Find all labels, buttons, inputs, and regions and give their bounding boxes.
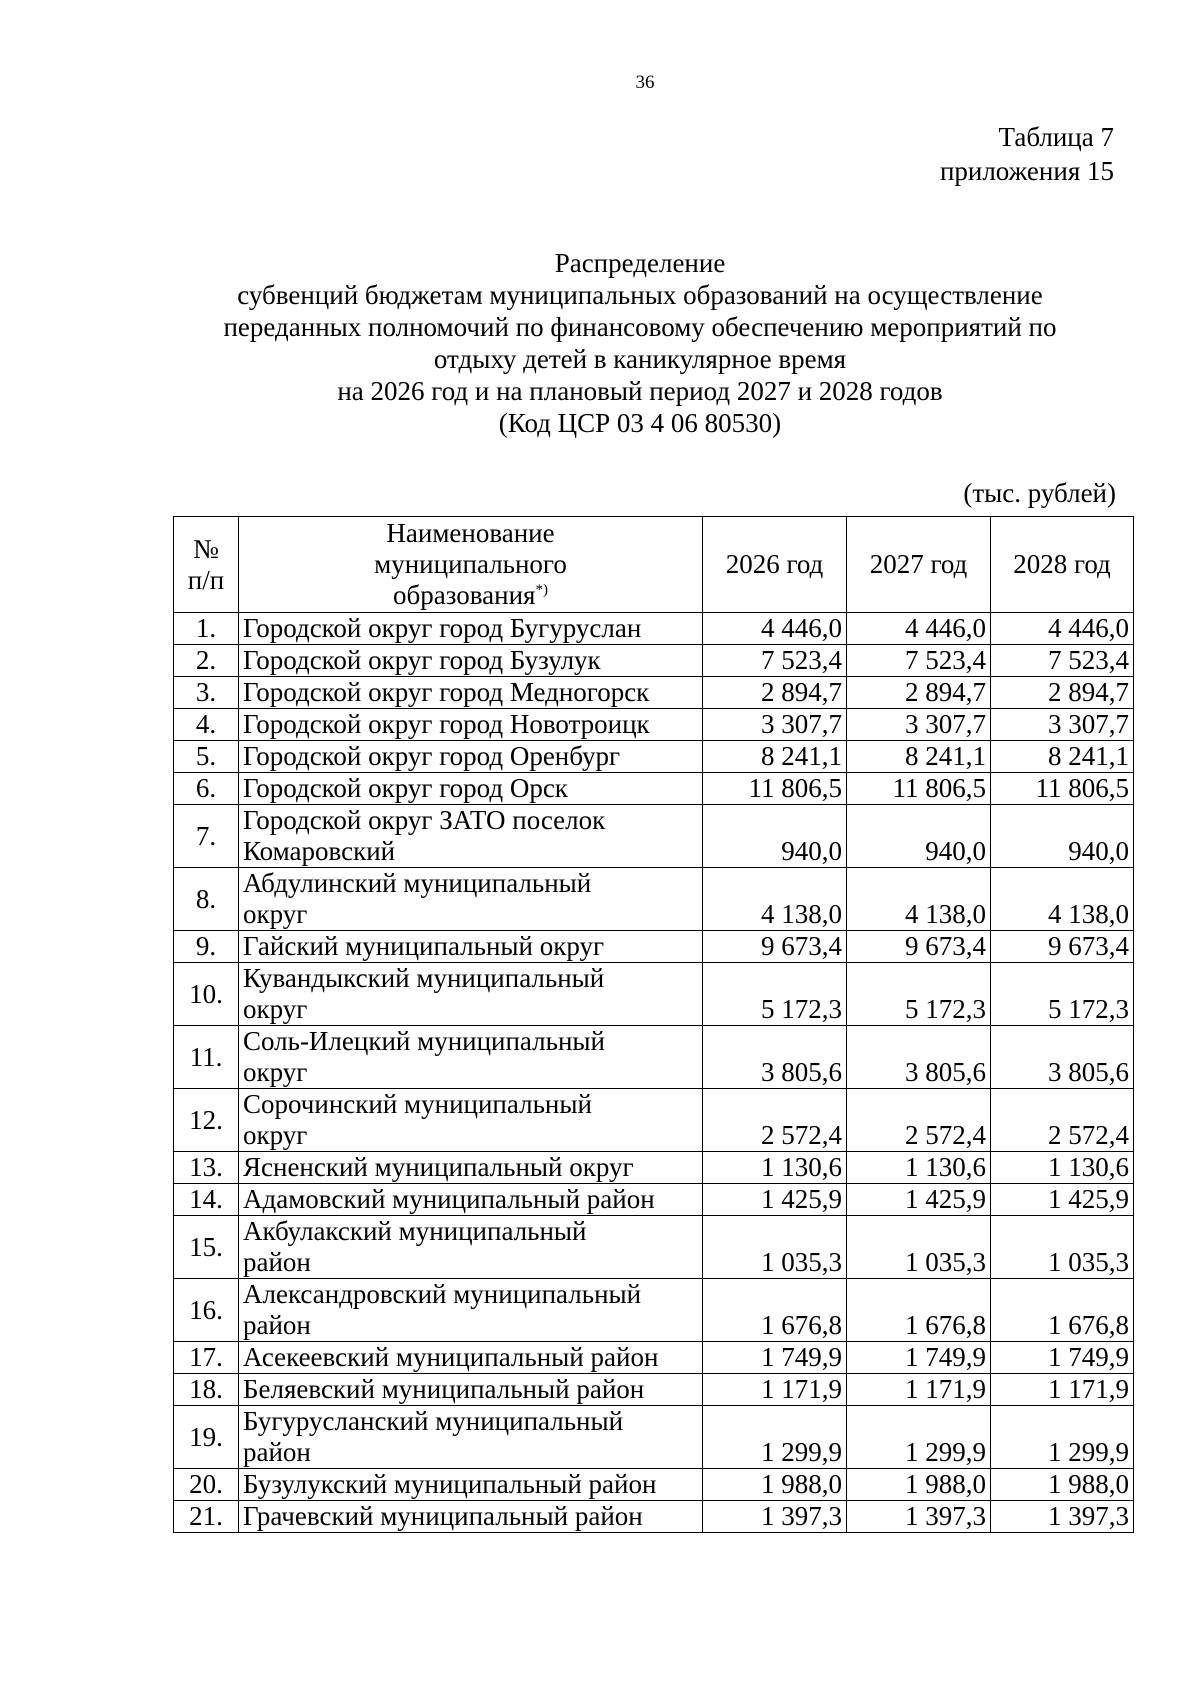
table-row — [174, 1216, 1134, 1279]
row-number: 15. — [174, 1216, 239, 1279]
header-name — [239, 517, 703, 613]
value-2027: 3 307,7 — [847, 709, 991, 741]
municipality-name — [239, 645, 703, 677]
row-number: 19. — [174, 1406, 239, 1469]
municipality-name-line: Акбулакский муниципальный — [243, 1216, 587, 1246]
table-row — [174, 773, 1134, 805]
value-2027: 4 138,0 — [847, 868, 991, 931]
value-2026: 2 894,7 — [703, 677, 847, 709]
value-2027: 2 572,4 — [847, 1089, 991, 1152]
municipality-name-line: Асекеевский муниципальный район — [243, 1342, 659, 1372]
value-2026: 2 572,4 — [703, 1089, 847, 1152]
row-number: 17. — [174, 1342, 239, 1374]
value-2028: 11 806,5 — [991, 773, 1134, 805]
municipality-name — [239, 1406, 703, 1469]
municipality-name — [239, 931, 703, 963]
table-row — [174, 645, 1134, 677]
municipality-name-line: Соль-Илецкий муниципальный — [243, 1026, 605, 1056]
header-name-line: Наименование — [386, 518, 555, 548]
municipality-name-line: Городской округ город Новотроицк — [243, 709, 650, 739]
value-2027: 8 241,1 — [847, 741, 991, 773]
value-2028: 3 805,6 — [991, 1026, 1134, 1089]
table-row — [174, 1469, 1134, 1501]
table-row — [174, 931, 1134, 963]
title-line: отдыху детей в каникулярное время — [433, 344, 847, 374]
municipality-name — [239, 1469, 703, 1501]
table-row — [174, 1374, 1134, 1406]
municipality-name — [239, 1184, 703, 1216]
row-number: 12. — [174, 1089, 239, 1152]
value-2027: 3 805,6 — [847, 1026, 991, 1089]
value-2028: 1 299,9 — [991, 1406, 1134, 1469]
row-number: 9. — [174, 931, 239, 963]
value-2028: 1 035,3 — [991, 1216, 1134, 1279]
table-row — [174, 741, 1134, 773]
value-2028: 3 307,7 — [991, 709, 1134, 741]
value-2027: 1 425,9 — [847, 1184, 991, 1216]
value-2026: 1 299,9 — [703, 1406, 847, 1469]
municipality-name-line: Александровский муниципальный — [243, 1279, 642, 1309]
value-2026: 1 676,8 — [703, 1279, 847, 1342]
table-reference-line: Таблица 7 — [998, 122, 1114, 152]
municipality-name-line: Городской округ город Орск — [243, 773, 568, 803]
row-number: 1. — [174, 613, 239, 645]
row-number: 11. — [174, 1026, 239, 1089]
value-2026: 1 130,6 — [703, 1152, 847, 1184]
row-number: 14. — [174, 1184, 239, 1216]
table-row — [174, 1152, 1134, 1184]
title-line: (Код ЦСР 03 4 06 80530) — [498, 408, 782, 438]
value-2027: 1 397,3 — [847, 1501, 991, 1533]
municipality-name-line: Сорочинский муниципальный — [243, 1089, 592, 1119]
municipality-name-line: Абдулинский муниципальный — [243, 868, 592, 898]
municipality-name-line: Городской округ город Бугуруслан — [243, 613, 642, 643]
value-2026: 3 805,6 — [703, 1026, 847, 1089]
municipality-name-line: район — [243, 1310, 311, 1340]
row-number: 13. — [174, 1152, 239, 1184]
value-2026: 7 523,4 — [703, 645, 847, 677]
value-2027: 1 299,9 — [847, 1406, 991, 1469]
municipality-name-line: Городской округ ЗАТО поселок — [243, 805, 606, 835]
municipality-name-line: Комаровский — [243, 836, 396, 866]
table-row — [174, 963, 1134, 1026]
municipality-name — [239, 773, 703, 805]
title-line: Распределение — [554, 248, 726, 278]
value-2026: 1 397,3 — [703, 1501, 847, 1533]
value-2026: 11 806,5 — [703, 773, 847, 805]
municipality-name-line: Адамовский муниципальный район — [243, 1184, 655, 1214]
value-2028: 8 241,1 — [991, 741, 1134, 773]
value-2028: 1 397,3 — [991, 1501, 1134, 1533]
value-2026: 940,0 — [703, 805, 847, 868]
municipality-name — [239, 1501, 703, 1533]
municipality-name-line: Бугурусланский муниципальный — [243, 1406, 624, 1436]
municipality-name — [239, 805, 703, 868]
table-header-row — [174, 517, 1134, 613]
value-2026: 5 172,3 — [703, 963, 847, 1026]
value-2028: 2 572,4 — [991, 1089, 1134, 1152]
header-number-line: п/п — [187, 564, 225, 595]
value-2026: 4 446,0 — [703, 613, 847, 645]
row-number: 5. — [174, 741, 239, 773]
value-2028: 9 673,4 — [991, 931, 1134, 963]
row-number: 20. — [174, 1469, 239, 1501]
table-row — [174, 1279, 1134, 1342]
municipality-name-line: округ — [243, 994, 308, 1024]
municipality-name — [239, 1216, 703, 1279]
value-2026: 1 171,9 — [703, 1374, 847, 1406]
municipality-name-line: Кувандыкский муниципальный — [243, 963, 605, 993]
title-line: на 2026 год и на плановый период 2027 и 2028 годов — [337, 376, 943, 406]
title-line: субвенций бюджетам муниципальных образований на осуществление — [237, 280, 1043, 310]
municipality-name — [239, 1374, 703, 1406]
municipality-name — [239, 1342, 703, 1374]
municipality-name-line: Ясненский муниципальный округ — [243, 1152, 634, 1182]
header-name-text: образования — [393, 580, 536, 610]
table-row — [174, 613, 1134, 645]
header-number — [174, 517, 239, 613]
municipality-name-line: Беляевский муниципальный район — [243, 1374, 645, 1404]
municipality-name — [239, 1279, 703, 1342]
value-2027: 7 523,4 — [847, 645, 991, 677]
document-title — [160, 247, 1120, 439]
value-2027: 1 035,3 — [847, 1216, 991, 1279]
value-2028: 7 523,4 — [991, 645, 1134, 677]
municipality-name — [239, 1152, 703, 1184]
row-number: 21. — [174, 1501, 239, 1533]
value-2027: 940,0 — [847, 805, 991, 868]
value-2026: 3 307,7 — [703, 709, 847, 741]
municipality-name-line: округ — [243, 1057, 308, 1087]
value-2026: 1 035,3 — [703, 1216, 847, 1279]
municipality-name — [239, 868, 703, 931]
value-2028: 4 446,0 — [991, 613, 1134, 645]
table-row — [174, 1026, 1134, 1089]
table-row — [174, 1184, 1134, 1216]
municipality-name-line: Городской округ город Медногорск — [243, 677, 650, 707]
row-number: 18. — [174, 1374, 239, 1406]
municipality-name-line: Городской округ город Бузулук — [243, 645, 601, 675]
value-2028: 1 676,8 — [991, 1279, 1134, 1342]
value-2027: 1 130,6 — [847, 1152, 991, 1184]
municipality-name — [239, 1089, 703, 1152]
value-2028: 5 172,3 — [991, 963, 1134, 1026]
title-line: переданных полномочий по финансовому обеспечению мероприятий по — [223, 312, 1057, 342]
value-2026: 1 988,0 — [703, 1469, 847, 1501]
table-row — [174, 677, 1134, 709]
row-number: 10. — [174, 963, 239, 1026]
value-2027: 2 894,7 — [847, 677, 991, 709]
row-number: 6. — [174, 773, 239, 805]
value-2027: 11 806,5 — [847, 773, 991, 805]
value-2028: 1 749,9 — [991, 1342, 1134, 1374]
value-2027: 1 988,0 — [847, 1469, 991, 1501]
table-reference — [940, 120, 1114, 188]
municipality-name-line: Гайский муниципальный округ — [243, 931, 605, 961]
value-2028: 2 894,7 — [991, 677, 1134, 709]
value-2027: 1 676,8 — [847, 1279, 991, 1342]
value-2026: 1 749,9 — [703, 1342, 847, 1374]
municipality-name — [239, 677, 703, 709]
value-2028: 1 171,9 — [991, 1374, 1134, 1406]
table-row — [174, 1342, 1134, 1374]
table-body — [174, 613, 1134, 1533]
distribution-table — [173, 516, 1134, 1533]
units-label: (тыс. рублей) — [963, 478, 1116, 508]
value-2026: 1 425,9 — [703, 1184, 847, 1216]
municipality-name — [239, 613, 703, 645]
header-2027: 2027 год — [847, 517, 991, 613]
row-number: 4. — [174, 709, 239, 741]
header-name-line: муниципального — [374, 549, 567, 579]
value-2027: 1 171,9 — [847, 1374, 991, 1406]
table-row — [174, 1406, 1134, 1469]
table-reference-line: приложения 15 — [939, 156, 1114, 186]
value-2028: 1 988,0 — [991, 1469, 1134, 1501]
table-row — [174, 1501, 1134, 1533]
header-name-line — [243, 580, 698, 611]
value-2027: 1 749,9 — [847, 1342, 991, 1374]
row-number: 16. — [174, 1279, 239, 1342]
value-2028: 1 425,9 — [991, 1184, 1134, 1216]
value-2027: 4 446,0 — [847, 613, 991, 645]
table-row — [174, 868, 1134, 931]
header-number-line: № — [193, 533, 219, 564]
page-number: 36 — [635, 72, 655, 93]
row-number: 2. — [174, 645, 239, 677]
header-2026: 2026 год — [703, 517, 847, 613]
municipality-name — [239, 1026, 703, 1089]
municipality-name-line: район — [243, 1437, 311, 1467]
value-2028: 4 138,0 — [991, 868, 1134, 931]
value-2026: 8 241,1 — [703, 741, 847, 773]
municipality-name-line: Бузулукский муниципальный район — [243, 1469, 657, 1499]
value-2027: 5 172,3 — [847, 963, 991, 1026]
municipality-name-line: Городской округ город Оренбург — [243, 741, 621, 771]
municipality-name-line: район — [243, 1247, 311, 1277]
table-row — [174, 805, 1134, 868]
table-row — [174, 1089, 1134, 1152]
footnote-mark: *) — [535, 582, 548, 598]
row-number: 7. — [174, 805, 239, 868]
value-2027: 9 673,4 — [847, 931, 991, 963]
municipality-name — [239, 963, 703, 1026]
value-2026: 4 138,0 — [703, 868, 847, 931]
value-2026: 9 673,4 — [703, 931, 847, 963]
header-2028: 2028 год — [991, 517, 1134, 613]
row-number: 8. — [174, 868, 239, 931]
municipality-name-line: Грачевский муниципальный район — [243, 1501, 643, 1531]
municipality-name — [239, 741, 703, 773]
row-number: 3. — [174, 677, 239, 709]
value-2028: 1 130,6 — [991, 1152, 1134, 1184]
municipality-name-line: округ — [243, 899, 308, 929]
municipality-name-line: округ — [243, 1120, 308, 1150]
value-2028: 940,0 — [991, 805, 1134, 868]
table-row — [174, 709, 1134, 741]
municipality-name — [239, 709, 703, 741]
